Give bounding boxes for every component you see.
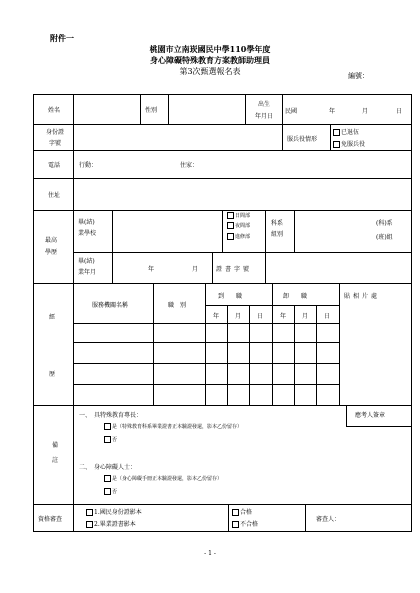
id-number-field[interactable] bbox=[74, 125, 281, 149]
option-day-division[interactable] bbox=[227, 212, 250, 219]
option-discharged-label: 已退伍 bbox=[341, 129, 360, 136]
experience-label-bottom: 歷 bbox=[49, 371, 56, 378]
name-label: 姓名 bbox=[48, 107, 61, 114]
checkbox-doc-diploma[interactable] bbox=[86, 521, 93, 528]
photo-placeholder-label: 貼相片處 bbox=[344, 293, 381, 300]
department-label: 科系 組別 bbox=[271, 220, 284, 238]
gender-label: 性別 bbox=[145, 107, 158, 114]
disability-option-yes[interactable] bbox=[104, 475, 222, 482]
special-ed-option-no[interactable] bbox=[104, 436, 117, 443]
checkbox-special-ed-no[interactable] bbox=[104, 436, 111, 443]
address-label: 住址 bbox=[48, 192, 61, 199]
review-pass-label: 合格 bbox=[240, 509, 253, 516]
checkbox-special-ed-yes[interactable] bbox=[104, 423, 111, 430]
option-discharged[interactable] bbox=[333, 127, 359, 136]
review-fail-label: 不合格 bbox=[240, 521, 259, 528]
address-field[interactable] bbox=[74, 180, 410, 208]
home-phone-field[interactable] bbox=[202, 152, 402, 176]
graduation-year-label: 年 bbox=[148, 266, 155, 273]
end-month: 月 bbox=[302, 313, 309, 320]
option-night-division-label: 夜間部 bbox=[235, 223, 251, 229]
special-ed-question: 一、 具特殊教育專長： bbox=[79, 412, 143, 419]
attachment-label: 附件一 bbox=[50, 33, 74, 43]
reviewer-label: 審查人： bbox=[316, 516, 341, 523]
checkbox-fail[interactable] bbox=[232, 521, 239, 528]
checkbox-extension-division[interactable] bbox=[227, 233, 234, 240]
start-year: 年 bbox=[213, 313, 220, 320]
roc-label: 民國 bbox=[285, 108, 298, 115]
review-pass[interactable] bbox=[232, 507, 252, 516]
review-doc-diploma[interactable] bbox=[86, 519, 136, 528]
disability-question: 二、 身心障礙人士： bbox=[79, 464, 137, 471]
birth-year-label: 年 bbox=[329, 108, 336, 115]
option-night-division[interactable] bbox=[227, 222, 250, 229]
department-suffix-2: (班)組 bbox=[376, 234, 393, 241]
certificate-number-label: 證書字號 bbox=[216, 266, 253, 273]
option-day-division-label: 日間部 bbox=[235, 213, 251, 219]
form-title: 桃園市立南崁國民中學110學年度 bbox=[149, 44, 271, 54]
form-round-title: 第3次甄選報名表 bbox=[179, 67, 241, 76]
end-day: 日 bbox=[324, 313, 331, 320]
column-start-date: 到 職 bbox=[218, 293, 243, 300]
gender-field[interactable] bbox=[169, 95, 244, 123]
checkbox-disability-yes[interactable] bbox=[104, 475, 111, 482]
special-ed-option-yes[interactable] bbox=[104, 423, 242, 430]
special-ed-option-no-label: 否 bbox=[112, 437, 118, 443]
number-label: 編號： bbox=[348, 72, 369, 80]
checkbox-day-division[interactable] bbox=[227, 212, 234, 219]
birth-month-label: 月 bbox=[362, 108, 369, 115]
experience-label-top: 經 bbox=[49, 314, 56, 321]
end-year: 年 bbox=[280, 313, 287, 320]
checkbox-pass[interactable] bbox=[232, 509, 239, 516]
applicant-signature-field[interactable] bbox=[347, 428, 410, 502]
option-exempt-label: 免服兵役 bbox=[341, 141, 366, 148]
mobile-field[interactable] bbox=[100, 152, 170, 176]
column-organization: 服務機關名稱 bbox=[92, 302, 129, 309]
checkbox-exempt[interactable] bbox=[333, 141, 340, 148]
option-extension-division-label: 進修部 bbox=[235, 234, 251, 240]
department-suffix-1: (科)系 bbox=[376, 220, 393, 227]
review-doc-id[interactable] bbox=[86, 507, 142, 516]
review-doc-diploma-label: 2.畢業證書影本 bbox=[94, 521, 136, 528]
school-label: 畢(結) 業學校 bbox=[78, 219, 97, 237]
column-end-date: 卸 職 bbox=[283, 293, 308, 300]
review-fail[interactable] bbox=[232, 519, 258, 528]
special-ed-option-yes-label: 是（特殊教育科系畢業證書正本驗證發還，影本乙份留存） bbox=[112, 424, 243, 430]
remarks-label-top: 備 bbox=[52, 442, 59, 449]
reviewer-field[interactable] bbox=[345, 506, 409, 530]
photo-area[interactable] bbox=[340, 305, 410, 403]
checkbox-disability-no[interactable] bbox=[104, 488, 111, 495]
id-number-label: 身份證 字號 bbox=[45, 129, 64, 147]
disability-option-no-label: 否 bbox=[112, 489, 118, 495]
birth-label: 出生 年月日 bbox=[254, 101, 273, 120]
disability-option-no[interactable] bbox=[104, 488, 117, 495]
department-field[interactable] bbox=[295, 211, 373, 251]
education-label: 最高 學歷 bbox=[45, 237, 58, 256]
checkbox-doc-id[interactable] bbox=[86, 509, 93, 516]
page-number: - 1 - bbox=[204, 550, 216, 557]
start-day: 日 bbox=[257, 313, 264, 320]
remarks-label-bottom: 註 bbox=[52, 457, 59, 464]
qualification-review-label: 資格審查 bbox=[38, 516, 63, 523]
certificate-number-field[interactable] bbox=[266, 253, 410, 281]
phone-label: 電話 bbox=[48, 162, 61, 169]
graduation-label: 畢(結) 業年月 bbox=[78, 258, 97, 276]
military-service-label: 服兵役情形 bbox=[287, 136, 318, 143]
birth-day-label: 日 bbox=[396, 108, 403, 115]
option-exempt[interactable] bbox=[333, 139, 365, 148]
start-month: 月 bbox=[235, 313, 242, 320]
checkbox-night-division[interactable] bbox=[227, 222, 234, 229]
applicant-signature-label: 應考人簽章 bbox=[355, 412, 386, 419]
mobile-label: 行動： bbox=[79, 162, 98, 169]
column-job-title: 職 別 bbox=[168, 302, 187, 309]
option-extension-division[interactable] bbox=[227, 233, 250, 240]
school-field[interactable] bbox=[113, 211, 221, 251]
review-doc-id-label: 1.國民身份證影本 bbox=[94, 509, 142, 516]
checkbox-discharged[interactable] bbox=[333, 129, 340, 136]
home-phone-label: 住家： bbox=[180, 162, 199, 169]
name-field[interactable] bbox=[74, 95, 139, 123]
disability-option-yes-label: 是（身心障礙手冊正本驗證發還，影本乙份留存） bbox=[112, 476, 223, 482]
graduation-month-label: 月 bbox=[192, 266, 199, 273]
form-subtitle: 身心障礙特殊教育方案教師助理員 bbox=[150, 55, 270, 65]
